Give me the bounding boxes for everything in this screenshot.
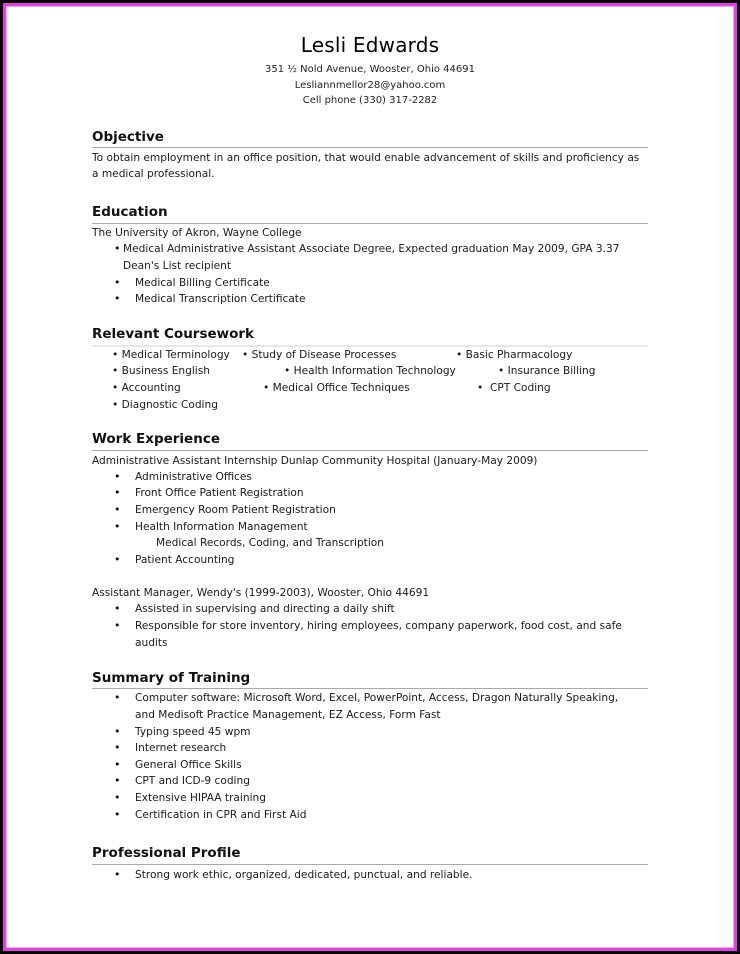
bullet-icon: • bbox=[284, 365, 291, 377]
contact-address: 351 ½ Nold Avenue, Wooster, Ohio 44691 bbox=[265, 64, 475, 75]
contact-email: Lesliannmellor28@yahoo.com bbox=[294, 80, 446, 91]
bullet-icon: • bbox=[114, 470, 121, 483]
course-item: • Medical Terminology bbox=[112, 349, 230, 361]
section-divider bbox=[92, 345, 648, 347]
job-item: Front Office Patient Registration bbox=[135, 487, 304, 499]
bullet-icon: • bbox=[114, 602, 121, 615]
education-item: Medical Billing Certificate bbox=[135, 277, 270, 289]
bullet-icon: • bbox=[114, 808, 121, 821]
course-item: • Medical Office Techniques bbox=[263, 382, 410, 394]
course-item: • CPT Coding bbox=[477, 382, 551, 394]
course-item: • Study of Disease Processes bbox=[242, 349, 397, 361]
job-item: Health Information Management bbox=[135, 521, 308, 533]
job-sub-item: Medical Records, Coding, and Transcription bbox=[156, 537, 384, 549]
course-item: • Basic Pharmacology bbox=[456, 349, 573, 361]
job-heading: Assistant Manager, Wendy's (1999-2003), Wooster, Ohio 44691 bbox=[92, 587, 430, 599]
bullet-icon: • bbox=[114, 725, 121, 738]
candidate-name: Lesli Edwards bbox=[300, 33, 440, 57]
objective-text-line: a medical professional. bbox=[92, 168, 215, 180]
course-item: • Business English bbox=[112, 365, 210, 377]
bullet-icon: • bbox=[112, 349, 119, 361]
job-item: Administrative Offices bbox=[135, 471, 252, 483]
bullet-icon: • bbox=[456, 349, 463, 361]
education-item: Medical Transcription Certificate bbox=[135, 293, 306, 305]
bullet-icon: • bbox=[114, 520, 121, 533]
bullet-icon: • bbox=[114, 242, 121, 255]
course-item: • Health Information Technology bbox=[284, 365, 456, 377]
objective-text-line: To obtain employment in an office position, that would enable advancement of skills and proficiency as bbox=[92, 152, 640, 164]
training-item: Computer software: Microsoft Word, Excel, PowerPoint, Access, Dragon Naturally Speaking, bbox=[135, 692, 619, 704]
job-item: Emergency Room Patient Registration bbox=[135, 504, 336, 516]
job-item-continuation: audits bbox=[135, 637, 168, 649]
bullet-icon: • bbox=[112, 365, 119, 377]
training-item: Extensive HIPAA training bbox=[135, 792, 266, 804]
section-title-profile: Professional Profile bbox=[92, 845, 241, 861]
section-divider bbox=[92, 688, 648, 689]
bullet-icon: • bbox=[114, 741, 121, 754]
job-item: Assisted in supervising and directing a daily shift bbox=[135, 603, 395, 615]
bullet-icon: • bbox=[114, 691, 121, 704]
bullet-icon: • bbox=[114, 774, 121, 787]
bullet-icon: • bbox=[112, 399, 119, 411]
job-item: Responsible for store inventory, hiring employees, company paperwork, food cost, and safe bbox=[135, 620, 622, 632]
section-divider bbox=[92, 450, 648, 451]
section-divider bbox=[92, 223, 648, 224]
section-title-education: Education bbox=[92, 204, 168, 220]
course-item: • Accounting bbox=[112, 382, 181, 394]
training-item: Typing speed 45 wpm bbox=[135, 726, 251, 738]
training-item: Internet research bbox=[135, 742, 227, 754]
bullet-icon: • bbox=[477, 382, 484, 394]
training-item: Certification in CPR and First Aid bbox=[135, 809, 307, 821]
section-divider bbox=[92, 864, 648, 865]
course-item: • Insurance Billing bbox=[498, 365, 596, 377]
training-item-continuation: and Medisoft Practice Management, EZ Access, Form Fast bbox=[135, 709, 441, 721]
education-school: The University of Akron, Wayne College bbox=[92, 227, 302, 239]
bullet-icon: • bbox=[114, 868, 121, 881]
bullet-icon: • bbox=[114, 276, 121, 289]
training-item: General Office Skills bbox=[135, 759, 242, 771]
job-heading: Administrative Assistant Internship Dunlap Community Hospital (January-May 2009) bbox=[92, 455, 538, 467]
training-item: CPT and ICD-9 coding bbox=[135, 775, 250, 787]
job-item: Patient Accounting bbox=[135, 554, 235, 566]
education-item: Medical Administrative Assistant Associate Degree, Expected graduation May 2009, GPA 3.37 bbox=[123, 243, 620, 255]
education-item-continuation: Dean's List recipient bbox=[123, 260, 232, 272]
section-title-coursework: Relevant Coursework bbox=[92, 326, 255, 342]
section-title-training: Summary of Training bbox=[92, 670, 251, 686]
bullet-icon: • bbox=[112, 382, 119, 394]
bullet-icon: • bbox=[114, 503, 121, 516]
bullet-icon: • bbox=[114, 553, 121, 566]
section-title-objective: Objective bbox=[92, 129, 164, 145]
bullet-icon: • bbox=[498, 365, 505, 377]
bullet-icon: • bbox=[242, 349, 249, 361]
section-title-work-experience: Work Experience bbox=[92, 431, 220, 447]
bullet-icon: • bbox=[114, 791, 121, 804]
course-item: • Diagnostic Coding bbox=[112, 399, 218, 411]
contact-phone: Cell phone (330) 317-2282 bbox=[302, 95, 438, 106]
bullet-icon: • bbox=[114, 619, 121, 632]
bullet-icon: • bbox=[263, 382, 270, 394]
bullet-icon: • bbox=[114, 486, 121, 499]
profile-item: Strong work ethic, organized, dedicated, punctual, and reliable. bbox=[135, 869, 473, 881]
bullet-icon: • bbox=[114, 292, 121, 305]
bullet-icon: • bbox=[114, 758, 121, 771]
section-divider bbox=[92, 147, 648, 148]
